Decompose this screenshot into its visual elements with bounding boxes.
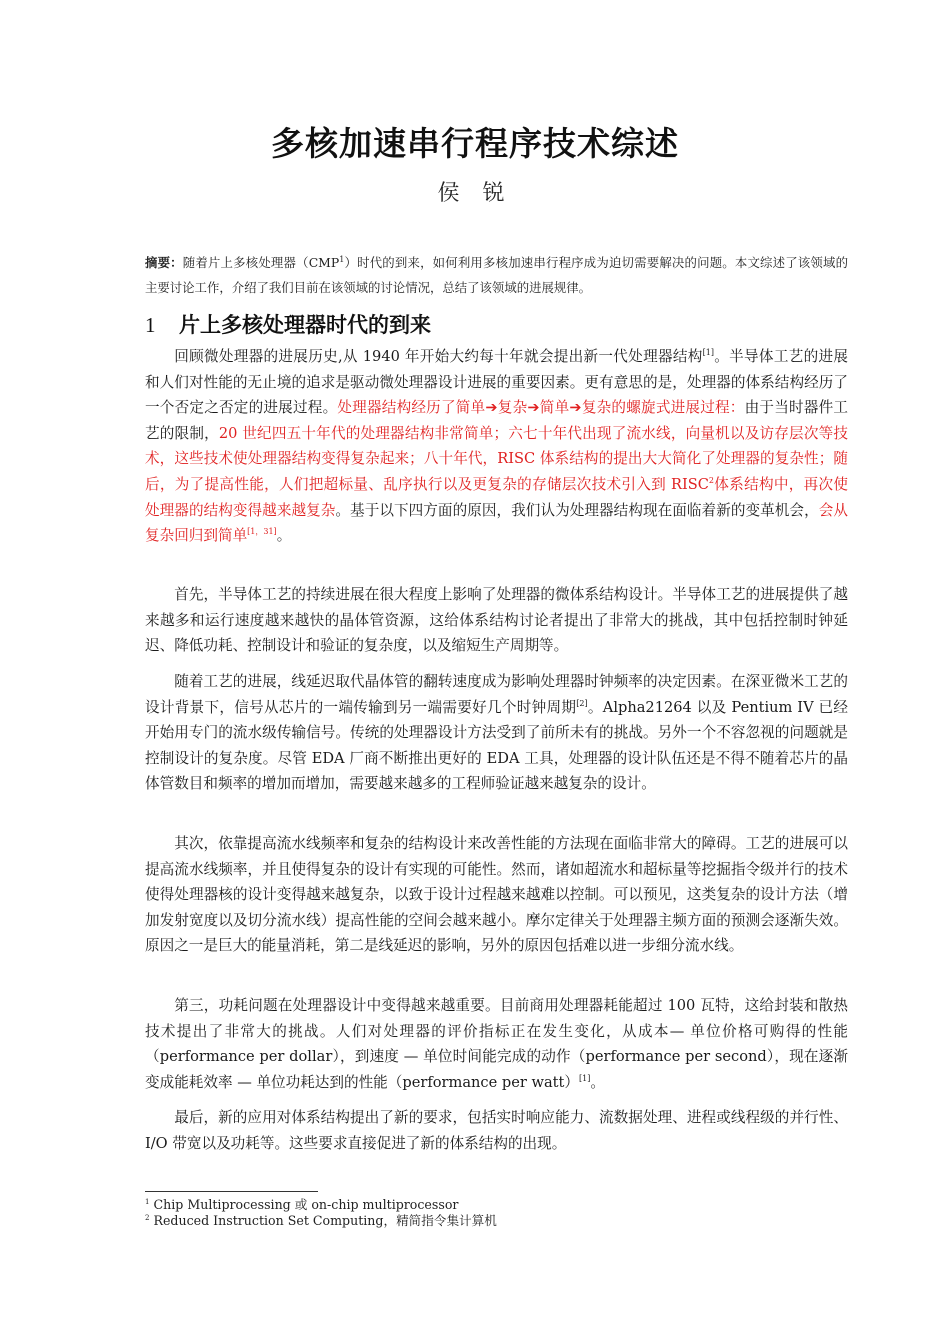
- paragraph-4: 其次，依靠提高流水线频率和复杂的结构设计来改善性能的方法现在面临非常大的障碍。工艺的进展可以提高流水线频率，并且使得复杂的设计有实现的可能性。然而，诸如超流水和超标量等挖掘指令级并行的技术使得处理器核的设计变得越来越复杂，以致于设计过程越来越难以控制。可以预见，这类复杂的设计方法（增加发射宽度以及切分流水线）提高性能的空间会越来越小。摩尔定律关于处理器主频方面的预测会逐渐失效。原因之一是巨大的能量消耗，第二是线延迟的影响，另外的原因包括难以进一步细分流水线。: [145, 835, 848, 955]
- paragraph-5: [145, 993, 848, 1095]
- footnote-text: Reduced Instruction Set Computing，精简指令集计算机: [153, 1213, 497, 1228]
- abstract-text-a: 随着片上多核处理器（CMP: [182, 255, 340, 270]
- citation: [1]: [579, 1073, 591, 1083]
- paragraph-2: 首先，半导体工艺的持续进展在很大程度上影响了处理器的微体系结构设计。半导体工艺的进展提供了越来越多和运行速度越来越快的晶体管资源，这给体系结构讨论者提出了非常大的挑战，其中包括控制时钟延迟、降低功耗、控制设计和验证的复杂度，以及缩短生产周期等。: [145, 586, 848, 655]
- p1-text-b: 。半导体工艺的进展和人们对性能的无止境的追求是驱动微处理器设计进展的重要因素。更有意思的是，处理器的体系结构经历了一个否定之否定的进展过程。: [145, 348, 848, 417]
- section-number: 1: [145, 313, 156, 337]
- highlight-text: 处理器结构经历了简单➔复杂➔简单➔复杂的螺旋式进展过程：: [337, 399, 745, 417]
- citation: [1]: [702, 348, 714, 358]
- highlight-text: 会从复杂回归到简单: [145, 501, 848, 545]
- paper-title: 多核加速串行程序技术综述: [271, 124, 679, 163]
- footnote-1: [145, 1197, 848, 1213]
- footnote-text: Chip Multiprocessing 或 on-chip multiprocessor: [153, 1197, 459, 1212]
- p1-text-d: 。基于以下四方面的原因，我们认为处理器结构现在面临着新的变革机会，: [335, 501, 819, 519]
- paragraph-1: [145, 344, 848, 549]
- p3-text-a: 随着工艺的进展，线延迟取代晶体管的翻转速度成为影响处理器时钟频率的决定因素。在深亚微米工艺的设计背景下，信号从芯片的一端传输到另一端需要好几个时钟周期: [145, 673, 848, 716]
- section-title: 片上多核处理器时代的到来: [179, 313, 431, 337]
- paragraph-6: 最后，新的应用对体系结构提出了新的要求，包括实时响应能力、流数据处理、进程或线程级的并行性、I/O 带宽以及功耗等。这些要求直接促进了新的体系结构的出现。: [145, 1109, 848, 1152]
- footnote-ref-1: 1: [339, 254, 345, 264]
- author-name: 侯 锐: [437, 181, 513, 206]
- abstract-label: 摘要：: [145, 255, 183, 270]
- highlight-text: 20 世纪四五十年代的处理器结构非常简单；六七十年代出现了流水线，向量机以及访存层次等技术，这些技术使处理器结构变得复杂起来；八十年代，RISC 体系结构的提出大大简化了处理器的复杂性；随后，为了提高性能，人们把超标量、乱序执行以及更复杂的存储层次技术引入到 RISC: [145, 424, 848, 493]
- citation: [1，31]: [247, 527, 277, 537]
- p5-text-a: 第三，功耗问题在处理器设计中变得越来越重要。目前商用处理器耗能超过 100 瓦特，这给封装和散热技术提出了非常大的挑战。人们对处理器的评价指标正在发生变化，从成本— 单位价格可购得的性能（performance per dollar），到速度 — 单位时间能完成的动作（performance per second），现在逐渐变成能耗效率 — 单位功耗达到的性能（performance per watt）: [145, 997, 848, 1091]
- p1-text-a: 回顾微处理器的进展历史,从 1940 年开始大约每十年就会提出新一代处理器结构: [174, 348, 703, 365]
- footnote-mark: 2: [145, 1213, 150, 1222]
- p5-text-b: 。: [590, 1073, 605, 1091]
- footnote-divider: [145, 1191, 318, 1192]
- section-heading: [145, 309, 848, 339]
- footnote-ref-2: 2: [708, 476, 714, 486]
- p1-text-e: 。: [276, 527, 292, 545]
- paragraph-3: [145, 669, 848, 797]
- footnote-mark: 1: [145, 1197, 150, 1206]
- abstract-text-b: ）时代的到来，如何利用多核加速串行程序成为迫切需要解决的问题。本文综述了该领域的主要讨论工作，介绍了我们目前在该领域的讨论情况，总结了该领域的进展规律。: [145, 255, 849, 295]
- abstract: [145, 250, 848, 300]
- highlight-text: 体系结构中，再次使处理器的结构变得越来越复杂: [145, 475, 848, 519]
- footnote-2: [145, 1213, 848, 1229]
- p3-text-b: 。Alpha21264 以及 Pentium IV 已经开始用专门的流水级传输信号。传统的处理器设计方法受到了前所未有的挑战。另外一个不容忽视的问题就是控制设计的复杂度。尽管 EDA 厂商不断推出更好的 EDA 工具，处理器的设计队伍还是不得不随着芯片的晶体管数目和频率的增加而增加，需要越来越多的工程师验证越来越复杂的设计。: [145, 698, 848, 793]
- p1-text-c: 由于当时器件工艺的限制，: [145, 399, 848, 442]
- citation: [2]: [576, 698, 588, 708]
